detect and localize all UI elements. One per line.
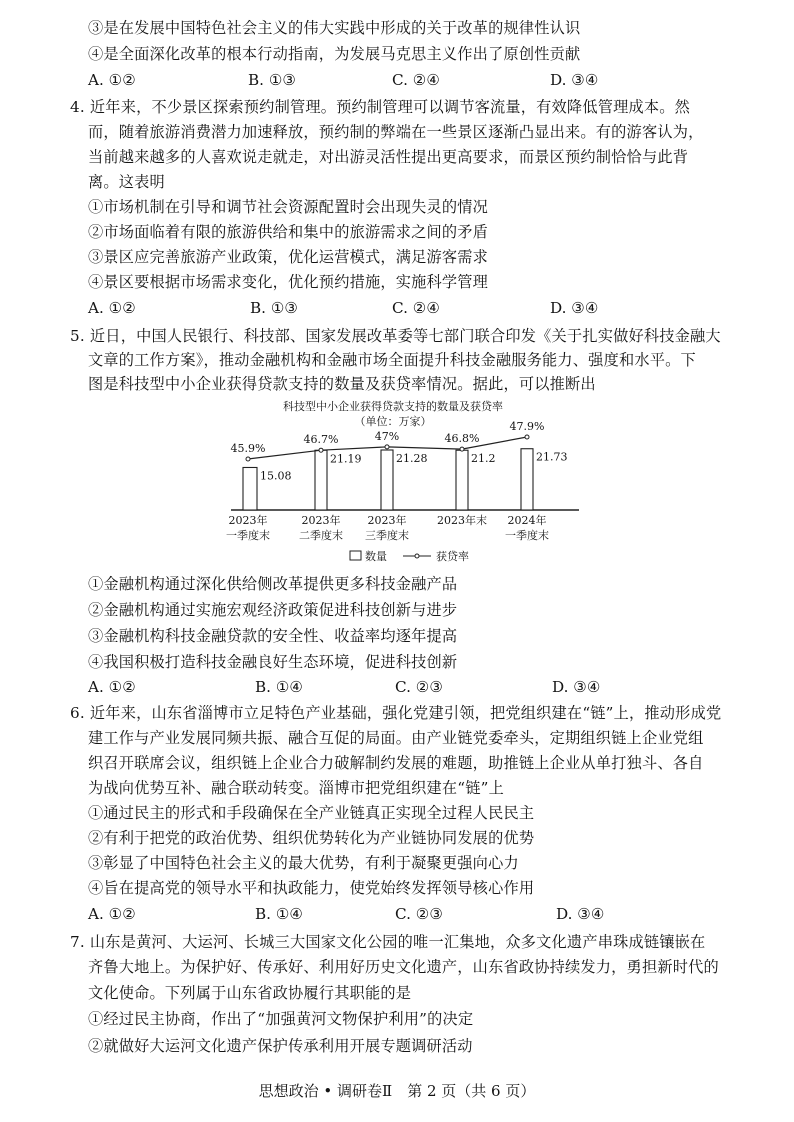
option-a: A. ①②: [88, 678, 136, 696]
bar-value-label: 21.28: [396, 452, 428, 465]
rate-point: [460, 447, 464, 451]
bar-value-label: 21.2: [471, 452, 496, 466]
bar: [521, 449, 533, 510]
option-d: D. ③④: [552, 678, 601, 696]
chart-title: 科技型中小企业获得贷款支持的数量及获贷率: [283, 400, 503, 413]
x-tick-label: 2023年末: [437, 514, 487, 527]
option-b: B. ①④: [255, 905, 304, 923]
bar-value-label: 21.73: [536, 450, 568, 464]
q7-stem-line: 文化使命。下列属于山东省政协履行其职能的是: [88, 984, 412, 1002]
q4-stem-line: 4. 近年来，不少景区探索预约制管理。预约制管理可以调节客流量，有效降低管理成本。然: [70, 98, 691, 116]
rate-point: [525, 435, 529, 439]
q4-statement: ②市场面临着有限的旅游供给和集中的旅游需求之间的矛盾: [88, 223, 489, 241]
q4-statement: ①市场机制在引导和调节社会资源配置时会出现失灵的情况: [88, 198, 489, 216]
bar: [381, 450, 393, 510]
q6-stem-line: 6. 近年来，山东省淄博市立足特色产业基础，强化党建引领，把党组织建在“链”上，推动形成党: [70, 704, 722, 722]
q7-statement: ①经过民主协商，作出了“加强黄河文物保护利用”的决定: [88, 1010, 474, 1028]
x-tick-label: 2023年: [367, 514, 407, 527]
statement: ④是全面深化改革的根本行动指南，为发展马克思主义作出了原创性贡献: [88, 45, 581, 63]
chart-subtitle: （单位：万家）: [354, 415, 432, 428]
x-tick-label: 2023年: [228, 514, 268, 527]
option-a: A. ①②: [88, 905, 136, 923]
option-d: D. ③④: [556, 905, 605, 923]
q7-stem-line: 7. 山东是黄河、大运河、长城三大国家文化公园的唯一汇集地，众多文化遗产串珠成链镶嵌在: [70, 933, 706, 951]
rate-label: 47%: [374, 429, 400, 443]
q5-statement: ③金融机构科技金融贷款的安全性、收益率均逐年提高: [88, 627, 458, 645]
bar-value-label: 15.08: [260, 469, 292, 483]
rate-label: 46.7%: [303, 433, 339, 447]
q4-stem-line: 当前越来越多的人喜欢说走就走，对出游灵活性提出更高要求，而景区预约制恰恰与此背: [88, 148, 689, 166]
x-tick-label: 三季度末: [365, 529, 409, 542]
q4-statement: ④景区要根据市场需求变化，优化预约措施，实施科学管理: [88, 273, 489, 291]
page-footer: 思想政治 • 调研卷Ⅱ 第 2 页（共 6 页）: [258, 1082, 536, 1100]
q5-statement: ④我国积极打造科技金融良好生态环境，促进科技创新: [88, 653, 458, 671]
q7-statement: ②就做好大运河文化遗产保护传承利用开展专题调研活动: [88, 1037, 473, 1055]
legend-line-label: 获贷率: [436, 550, 469, 563]
rate-label: 45.9%: [230, 442, 266, 455]
bar: [456, 450, 468, 510]
rate-point: [385, 445, 389, 449]
x-tick-label: 2023年: [301, 514, 341, 527]
bar-value-label: 21.19: [330, 452, 362, 466]
x-tick-label: 一季度末: [226, 529, 270, 542]
option-c: C. ②③: [395, 905, 443, 923]
option-b: B. ①④: [255, 678, 304, 696]
option-d: D. ③④: [550, 299, 599, 317]
q7-stem-line: 齐鲁大地上。为保护好、传承好、利用好历史文化遗产，山东省政协持续发力，勇担新时代的: [88, 958, 719, 976]
q6-stem-line: 织召开联席会议，组织链上企业合力破解制约发展的难题，助推链上企业从单打独斗、各自: [88, 754, 704, 772]
q5-stem-line: 图是科技型中小企业获得贷款支持的数量及获贷率情况。据此，可以推断出: [88, 375, 596, 393]
q4-stem-line: 而，随着旅游消费潜力加速释放，预约制的弊端在一些景区逐渐凸显出来。有的游客认为，: [88, 123, 704, 141]
legend: [350, 549, 469, 563]
option-b: B. ①③: [250, 299, 299, 317]
rate-label: 46.8%: [444, 432, 480, 446]
rate-point: [246, 457, 250, 461]
loan-chart: [225, 398, 585, 576]
option-c: C. ②④: [392, 299, 440, 317]
option-d: D. ③④: [550, 71, 599, 89]
option-a: A. ①②: [88, 71, 136, 89]
q5-statement: ①金融机构通过深化供给侧改革提供更多科技金融产品: [88, 575, 458, 593]
q6-statement: ③彰显了中国特色社会主义的最大优势，有利于凝聚更强向心力: [88, 854, 519, 872]
legend-bar-swatch: [350, 551, 361, 560]
q5-stem-line: 文章的工作方案》，推动金融机构和金融市场全面提升科技金融服务能力、强度和水平。下: [88, 351, 696, 369]
q5-statement: ②金融机构通过实施宏观经济政策促进科技创新与进步: [88, 601, 458, 619]
x-tick-label: 一季度末: [505, 529, 549, 542]
option-b: B. ①③: [248, 71, 297, 89]
q4-stem-line: 离。这表明: [88, 173, 165, 191]
x-tick-label: 2024年: [507, 514, 547, 527]
q4-statement: ③景区应完善旅游产业政策，优化运营模式，满足游客需求: [88, 248, 489, 266]
q6-statement: ④旨在提高党的领导水平和执政能力，使党始终发挥领导核心作用: [88, 879, 535, 897]
option-c: C. ②④: [392, 71, 440, 89]
option-a: A. ①②: [88, 299, 136, 317]
q6-stem-line: 为战向优势互补、融合联动转变。淄博市把党组织建在“链”上: [88, 779, 505, 797]
legend-bar-label: 数量: [365, 550, 387, 563]
option-c: C. ②③: [395, 678, 443, 696]
bar: [315, 450, 327, 510]
bar: [243, 467, 257, 510]
statement: ③是在发展中国特色社会主义的伟大实践中形成的关于改革的规律性认识: [88, 19, 581, 37]
rate-point: [319, 448, 323, 452]
q6-stem-line: 建工作与产业发展同频共振、融合互促的局面。由产业链党委牵头，定期组织链上企业党组: [88, 729, 704, 747]
rate-label: 47.9%: [509, 420, 545, 433]
q5-stem-line: 5. 近日，中国人民银行、科技部、国家发展改革委等七部门联合印发《关于扎实做好科技金融大: [70, 327, 721, 345]
legend-line-marker: [415, 554, 419, 558]
q6-statement: ①通过民主的形式和手段确保在全产业链真正实现全过程人民民主: [88, 804, 535, 822]
q6-statement: ②有利于把党的政治优势、组织优势转化为产业链协同发展的优势: [88, 829, 535, 847]
x-tick-label: 二季度末: [299, 529, 343, 542]
